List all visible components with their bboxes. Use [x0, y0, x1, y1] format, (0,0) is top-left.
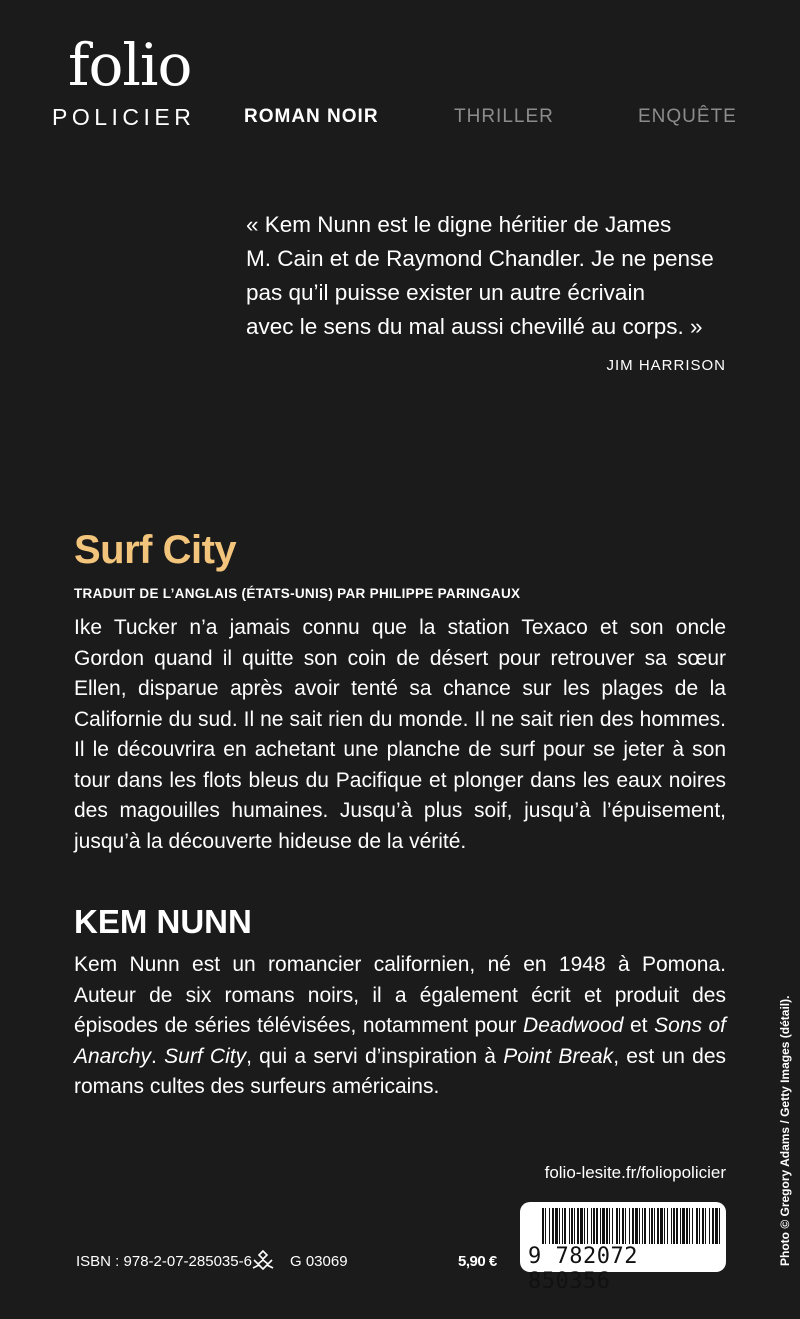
- folio-logo-word: folio: [68, 31, 192, 99]
- author-bio: [74, 950, 726, 1103]
- category-thriller: THRILLER: [454, 106, 554, 127]
- price: 5,90 €: [458, 1253, 497, 1270]
- bio-text: , qui a servi d’inspiration à: [246, 1044, 504, 1068]
- bio-title-deadwood: Deadwood: [523, 1014, 624, 1037]
- bio-text: , est un des romans cultes des surfeurs américains.: [74, 1044, 727, 1098]
- barcode: [520, 1202, 726, 1294]
- review-quote: « Kem Nunn est le digne héritier de James M. Cain et de Raymond Chandler. Je ne pense pas qu’il puisse exister un autre écrivain avec le sens du mal aussi chevillé au corps. »: [246, 212, 714, 339]
- translator-credit: TRADUIT DE L’ANGLAIS (ÉTATS-UNIS) PAR PHILIPPE PARINGAUX: [74, 586, 521, 601]
- bio-title-point-break: Point Break: [503, 1044, 614, 1068]
- g-code: G 03069: [290, 1253, 348, 1270]
- category-enquete: ENQUÊTE: [638, 106, 737, 127]
- barcode-digits: 9 782072 850356: [528, 1244, 638, 1294]
- bio-text: .: [151, 1044, 165, 1068]
- book-blurb: Ike Tucker n’a jamais connu que la station Texaco et son oncle Gordon quand il quitte son coin de désert pour retrouver sa sœur Ellen, disparue après avoir tenté sa chance sur les plages de la Californie du sud. Il ne sait rien du monde. Il ne sait rien des hommes. Il le découvrira en achetant une planche de surf pour se jeter à son tour dans les flots bleus du Pacifique et plonger dans les eaux noires des magouilles humaines. Jusqu’à plus soif, jusqu’à l’épuisement, jusqu’à la découverte hideuse de la vérité.: [74, 616, 726, 853]
- folio-logo-policier: POLICIER: [52, 104, 196, 130]
- website-url: folio-lesite.fr/foliopolicier: [544, 1163, 726, 1182]
- bio-text: et: [623, 1014, 655, 1037]
- author-name: KEM NUNN: [74, 903, 252, 940]
- photo-credit: Photo © Gregory Adams / Getty Images (détail).: [778, 995, 792, 1266]
- publisher-mark-icon: [250, 1248, 276, 1274]
- quote-author: JIM HARRISON: [606, 357, 726, 374]
- bio-title-sons-of-anarchy: Sons of Anarchy: [74, 1014, 727, 1068]
- book-title: Surf City: [74, 528, 237, 572]
- bio-title-surf-city: Surf City: [164, 1044, 247, 1068]
- bio-text: Kem Nunn est un romancier californien, né en 1948 à Pomona. Auteur de six romans noirs, il a également écrit et produit des épisodes de séries télévisées, notamment pour: [74, 953, 726, 1037]
- isbn: ISBN : 978-2-07-285035-6: [76, 1253, 252, 1270]
- category-roman-noir: ROMAN NOIR: [244, 106, 379, 127]
